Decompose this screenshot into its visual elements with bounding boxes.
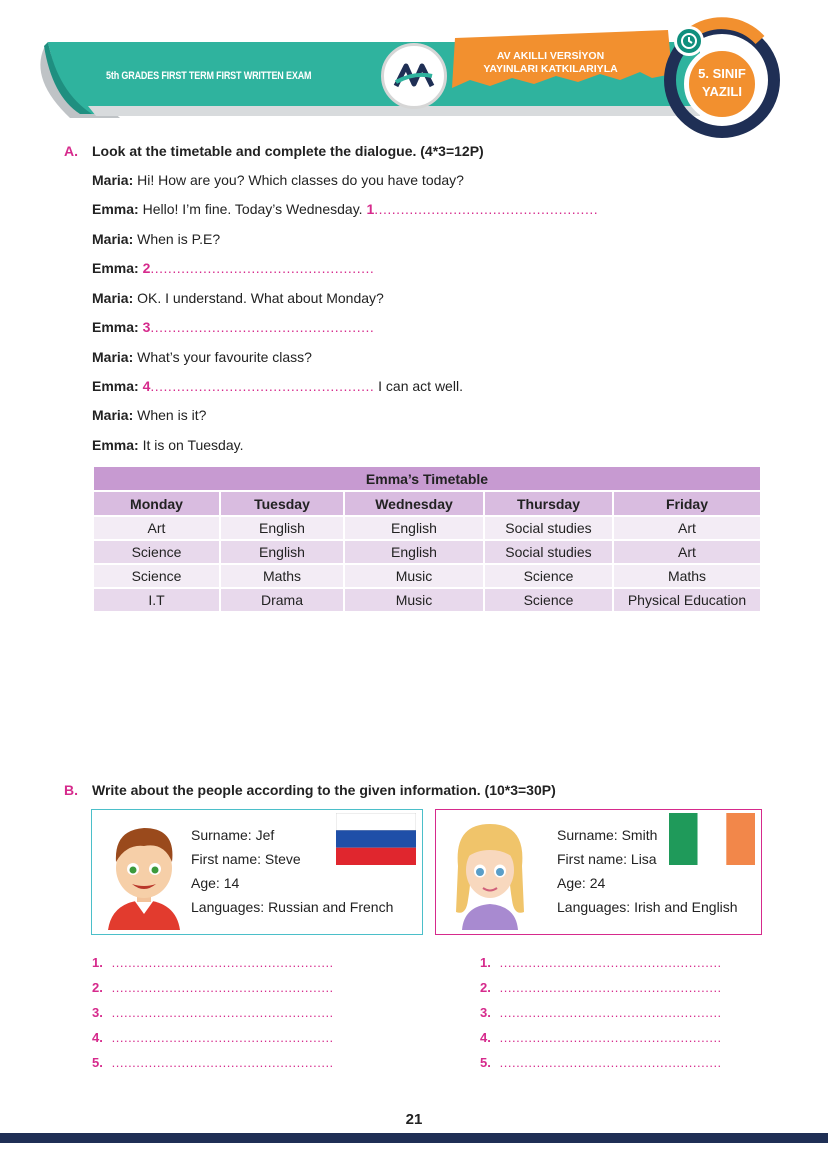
answer-number: 4. <box>92 1030 103 1045</box>
publisher-line-2: YAYINLARI KATKILARIYLA <box>483 63 618 75</box>
speaker: Emma: <box>92 437 139 453</box>
dialogue-text: When is it? <box>137 407 207 423</box>
dialogue-text: I can act well. <box>378 378 463 394</box>
table-cell: Physical Education <box>614 589 760 611</box>
table-cell: Social studies <box>485 517 612 539</box>
person-card-lisa <box>435 809 762 935</box>
clock-icon <box>674 26 704 56</box>
answer-dots: ...................................................... <box>111 1005 334 1020</box>
dialogue-line <box>92 319 374 335</box>
answer-dots: ...................................................... <box>499 980 722 995</box>
table-cell: Drama <box>221 589 343 611</box>
answer-line[interactable] <box>92 1055 334 1070</box>
dialogue-line <box>92 407 206 423</box>
timetable-caption: Emma’s Timetable <box>94 467 760 490</box>
answer-line[interactable] <box>480 980 722 995</box>
answer-dots: ...................................................... <box>499 955 722 970</box>
dialogue-text: It is on Tuesday. <box>142 437 244 453</box>
table-cell: Social studies <box>485 541 612 563</box>
surname: Surname: Jef <box>191 827 275 843</box>
answer-line[interactable] <box>480 1005 722 1020</box>
timetable-header: Wednesday <box>345 492 483 515</box>
first-name: First name: Lisa <box>557 851 657 867</box>
grade-line-1: 5. SINIF <box>698 66 746 81</box>
timetable-header: Monday <box>94 492 219 515</box>
speaker: Maria: <box>92 172 134 188</box>
dialogue-line <box>92 260 374 276</box>
table-cell: Art <box>94 517 219 539</box>
answer-dots: ...................................................... <box>499 1005 722 1020</box>
grade-badge <box>684 46 760 122</box>
section-b-instruction: Write about the people according to the given information. (10*3=30P) <box>92 782 556 798</box>
blank-number: 2 <box>142 260 151 276</box>
first-name: First name: Steve <box>191 851 301 867</box>
answer-line[interactable] <box>92 955 334 970</box>
boy-avatar-icon <box>104 816 184 930</box>
table-row <box>94 589 760 611</box>
blank-number: 1 <box>366 201 375 217</box>
section-a-heading <box>64 143 484 159</box>
table-cell: Maths <box>221 565 343 587</box>
dialogue-line <box>92 231 220 247</box>
speaker: Emma: <box>92 201 139 217</box>
publisher-line-1: AV AKILLI VERSİYON <box>496 50 605 62</box>
section-b-heading <box>64 782 556 798</box>
dialogue-line <box>92 349 312 365</box>
timetable <box>92 465 762 613</box>
av-logo-icon <box>384 46 444 106</box>
speaker: Maria: <box>92 231 134 247</box>
table-cell: English <box>345 517 483 539</box>
girl-avatar-icon <box>448 816 532 930</box>
table-cell: English <box>345 541 483 563</box>
table-cell: Science <box>94 565 219 587</box>
person-card-steve <box>91 809 423 935</box>
answer-line[interactable] <box>92 980 334 995</box>
answer-number: 4. <box>480 1030 491 1045</box>
table-cell: Science <box>485 589 612 611</box>
answer-number: 2. <box>92 980 103 995</box>
table-cell: Art <box>614 541 760 563</box>
publisher-logo <box>381 43 447 109</box>
table-row <box>94 517 760 539</box>
table-row <box>94 565 760 587</box>
section-a-letter: A. <box>64 143 78 159</box>
table-cell: Music <box>345 589 483 611</box>
table-cell: Science <box>485 565 612 587</box>
dialogue-text: Hi! How are you? Which classes do you have today? <box>137 172 464 188</box>
answer-line[interactable] <box>92 1005 334 1020</box>
age: Age: 24 <box>557 875 606 891</box>
answer-blank[interactable]: ................................................... <box>150 378 375 394</box>
answer-dots: ...................................................... <box>111 1055 334 1070</box>
surname: Surname: Smith <box>557 827 658 843</box>
answer-dots: ...................................................... <box>499 1055 722 1070</box>
answer-line[interactable] <box>480 955 722 970</box>
answer-number: 5. <box>480 1055 491 1070</box>
answer-line[interactable] <box>480 1055 722 1070</box>
answer-dots: ...................................................... <box>111 955 334 970</box>
page-number: 21 <box>405 1111 423 1128</box>
answer-blank[interactable]: ................................................... <box>150 260 375 276</box>
footer-bar <box>0 1133 828 1143</box>
dialogue-text: Hello! I’m fine. Today’s Wednesday. <box>142 201 363 217</box>
speaker: Emma: <box>92 260 139 276</box>
table-cell: Music <box>345 565 483 587</box>
dialogue-line <box>92 172 464 188</box>
blank-number: 4 <box>142 378 151 394</box>
answer-number: 1. <box>480 955 491 970</box>
answer-number: 5. <box>92 1055 103 1070</box>
header-banner <box>0 0 828 140</box>
languages: Languages: Russian and French <box>191 899 394 915</box>
dialogue-text: What’s your favourite class? <box>137 349 312 365</box>
answer-line[interactable] <box>92 1030 334 1045</box>
answer-number: 1. <box>92 955 103 970</box>
languages: Languages: Irish and English <box>557 899 738 915</box>
dialogue-text: OK. I understand. What about Monday? <box>137 290 384 306</box>
section-b-letter: B. <box>64 782 78 798</box>
ireland-flag-icon <box>669 813 755 865</box>
answer-line[interactable] <box>480 1030 722 1045</box>
dialogue-line <box>92 437 243 453</box>
answer-number: 3. <box>480 1005 491 1020</box>
dialogue-line <box>92 201 598 217</box>
table-cell: Maths <box>614 565 760 587</box>
speaker: Maria: <box>92 290 134 306</box>
speaker: Emma: <box>92 378 139 394</box>
answer-number: 3. <box>92 1005 103 1020</box>
speaker: Emma: <box>92 319 139 335</box>
dialogue-text: When is P.E? <box>137 231 221 247</box>
table-cell: I.T <box>94 589 219 611</box>
table-row <box>94 541 760 563</box>
age: Age: 14 <box>191 875 240 891</box>
grade-line-2: YAZILI <box>702 84 742 99</box>
answer-dots: ...................................................... <box>111 980 334 995</box>
timetable-header: Thursday <box>485 492 612 515</box>
answer-blank[interactable]: ................................................... <box>374 201 599 217</box>
answer-dots: ...................................................... <box>499 1030 722 1045</box>
table-cell: English <box>221 517 343 539</box>
publisher-text <box>458 50 643 76</box>
blank-number: 3 <box>142 319 151 335</box>
dialogue-line <box>92 378 463 394</box>
exam-title: 5th GRADES FIRST TERM FIRST WRITTEN EXAM <box>106 70 312 82</box>
russia-flag-icon <box>336 813 416 865</box>
speaker: Maria: <box>92 349 134 365</box>
answer-blank[interactable]: ................................................... <box>150 319 375 335</box>
timetable-header: Friday <box>614 492 760 515</box>
section-a-instruction: Look at the timetable and complete the dialogue. (4*3=12P) <box>92 143 484 159</box>
table-cell: Science <box>94 541 219 563</box>
speaker: Maria: <box>92 407 134 423</box>
answer-dots: ...................................................... <box>111 1030 334 1045</box>
answer-number: 2. <box>480 980 491 995</box>
timetable-header: Tuesday <box>221 492 343 515</box>
table-cell: English <box>221 541 343 563</box>
table-cell: Art <box>614 517 760 539</box>
dialogue-line <box>92 290 384 306</box>
